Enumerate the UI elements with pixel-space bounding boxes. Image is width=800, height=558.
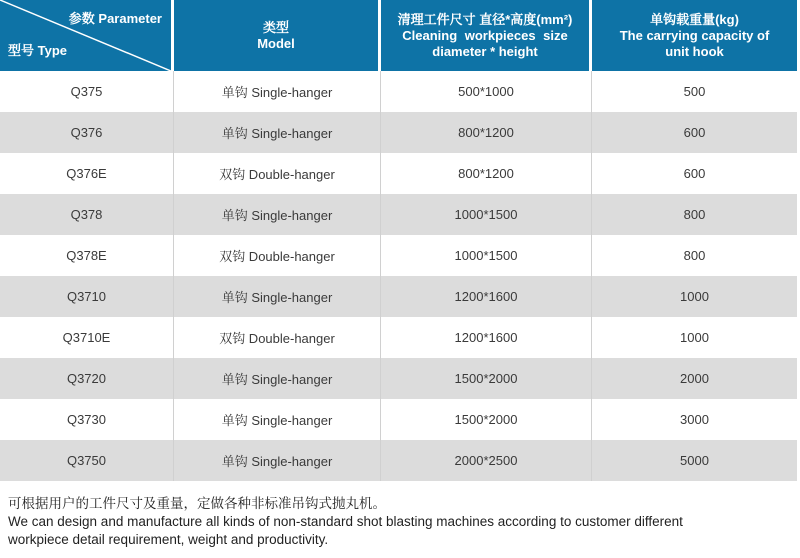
header-type-label: 型号 Type bbox=[8, 43, 67, 58]
cell-type: Q378E bbox=[0, 235, 174, 276]
header-cell-parameter-type bbox=[0, 0, 174, 71]
header-cell-model bbox=[174, 0, 381, 71]
table-row bbox=[0, 358, 797, 399]
table-row bbox=[0, 71, 797, 112]
cell-model: 单钩 Single-hanger bbox=[174, 194, 381, 235]
cell-type: Q378 bbox=[0, 194, 174, 235]
cell-size: 1000*1500 bbox=[381, 235, 592, 276]
cell-size: 2000*2500 bbox=[381, 440, 592, 481]
cell-model: 单钩 Single-hanger bbox=[174, 112, 381, 153]
header-row bbox=[0, 0, 797, 71]
cell-type: Q3710 bbox=[0, 276, 174, 317]
cell-capacity: 1000 bbox=[592, 276, 797, 317]
cell-model: 单钩 Single-hanger bbox=[174, 358, 381, 399]
cell-capacity: 5000 bbox=[592, 440, 797, 481]
cell-size: 500*1000 bbox=[381, 71, 592, 112]
cell-capacity: 600 bbox=[592, 153, 797, 194]
cell-model: 双钩 Double-hanger bbox=[174, 235, 381, 276]
cell-size: 1200*1600 bbox=[381, 317, 592, 358]
cell-model: 单钩 Single-hanger bbox=[174, 71, 381, 112]
cell-model: 双钩 Double-hanger bbox=[174, 153, 381, 194]
cell-capacity: 500 bbox=[592, 71, 797, 112]
cell-model: 双钩 Double-hanger bbox=[174, 317, 381, 358]
cell-size: 800*1200 bbox=[381, 112, 592, 153]
cell-size: 1200*1600 bbox=[381, 276, 592, 317]
cell-type: Q376E bbox=[0, 153, 174, 194]
cell-type: Q3750 bbox=[0, 440, 174, 481]
cell-capacity: 600 bbox=[592, 112, 797, 153]
cell-capacity: 2000 bbox=[592, 358, 797, 399]
table-row bbox=[0, 194, 797, 235]
cell-type: Q3720 bbox=[0, 358, 174, 399]
footer-note-zh: 可根据用户的工件尺寸及重量，定做各种非标准吊钩式抛丸机。 bbox=[8, 496, 386, 511]
header-cell-size bbox=[381, 0, 592, 71]
cell-model: 单钩 Single-hanger bbox=[174, 399, 381, 440]
header-cell-capacity bbox=[592, 0, 797, 71]
cell-model: 单钩 Single-hanger bbox=[174, 440, 381, 481]
footer-note bbox=[8, 494, 800, 549]
header-model-en: Model bbox=[257, 35, 295, 51]
cell-type: Q376 bbox=[0, 112, 174, 153]
table-row bbox=[0, 399, 797, 440]
cell-size: 1500*2000 bbox=[381, 358, 592, 399]
header-capacity-zh: 单钩载重量(kg) bbox=[650, 11, 739, 27]
footer-note-en: We can design and manufacture all kinds of non-standard shot blasting machines according to customer different workpiece detail requirement, weight and productivity. bbox=[8, 514, 683, 547]
table-row bbox=[0, 112, 797, 153]
header-parameter-label: 参数 Parameter bbox=[68, 11, 162, 26]
header-capacity-en2: unit hook bbox=[665, 43, 724, 59]
cell-capacity: 3000 bbox=[592, 399, 797, 440]
table-row bbox=[0, 276, 797, 317]
table-row bbox=[0, 317, 797, 358]
cell-capacity: 800 bbox=[592, 235, 797, 276]
cell-type: Q375 bbox=[0, 71, 174, 112]
cell-capacity: 800 bbox=[592, 194, 797, 235]
cell-size: 1500*2000 bbox=[381, 399, 592, 440]
header-size-zh: 清理工件尺寸 直径*高度(mm²) bbox=[397, 11, 573, 27]
cell-model: 单钩 Single-hanger bbox=[174, 276, 381, 317]
header-model-zh: 类型 bbox=[262, 19, 289, 35]
cell-size: 800*1200 bbox=[381, 153, 592, 194]
table-body bbox=[0, 71, 797, 481]
table-row bbox=[0, 153, 797, 194]
cell-size: 1000*1500 bbox=[381, 194, 592, 235]
table-row bbox=[0, 235, 797, 276]
header-size-en2: diameter * height bbox=[432, 43, 538, 59]
cell-type: Q3730 bbox=[0, 399, 174, 440]
cell-capacity: 1000 bbox=[592, 317, 797, 358]
table-row bbox=[0, 440, 797, 481]
cell-type: Q3710E bbox=[0, 317, 174, 358]
header-size-en1: Cleaning workpieces size bbox=[402, 27, 568, 43]
header-capacity-en1: The carrying capacity of bbox=[619, 27, 770, 43]
